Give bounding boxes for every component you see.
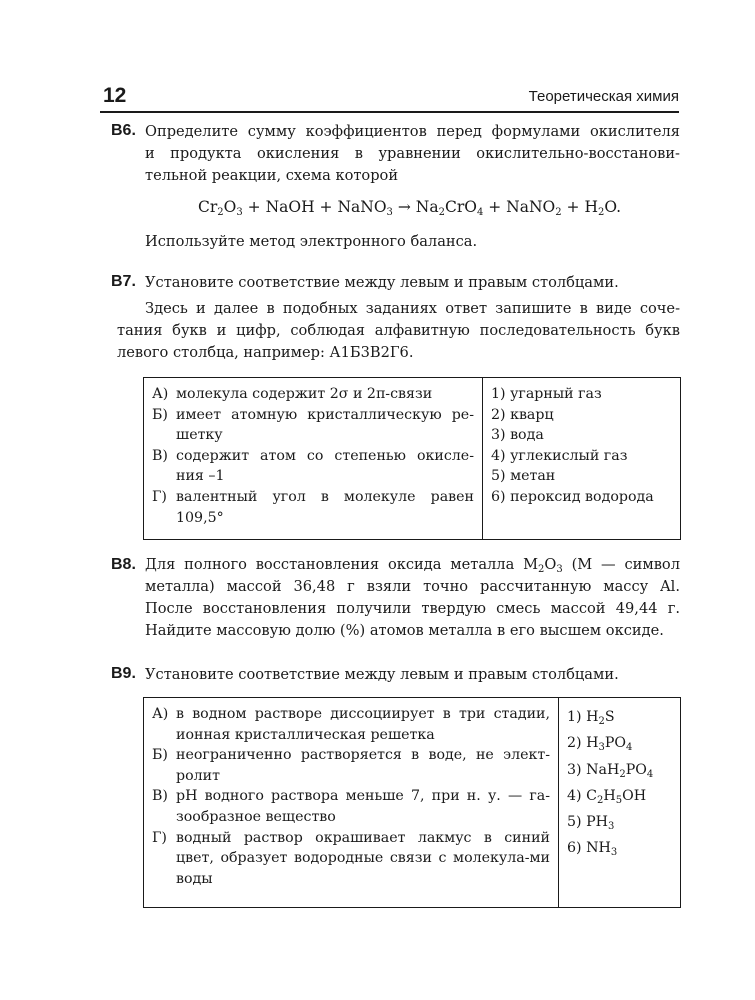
b9-left-item: Б) неограниченно растворяется в воде, не элект-ролит — [152, 747, 550, 784]
b7-right-item: 5) метан — [491, 468, 556, 485]
b9-left-item: В) pH водного раствора меньше 7, при н. у. — га-зообразное вещество — [152, 788, 550, 825]
b8-line: После восстановления получили твердую смесь массой 49,44 г. — [145, 600, 680, 617]
b6-line: Определите сумму коэффициентов перед формулами окислителя — [145, 123, 680, 140]
b7-right-item: 1) угарный газ — [491, 386, 602, 402]
b7-intro: Установите соответствие между левым и правым столбцами. — [145, 274, 619, 291]
b9-right-item: 6) $NH_3$ — [567, 840, 618, 859]
b8-line: Найдите массовую долю (%) атомов металла в его высшем оксиде. — [145, 622, 664, 639]
b7-left-item: В) содержит атом со степенью окисле-ния –1 — [152, 447, 474, 485]
task-b8-text — [145, 554, 680, 642]
task-b8-label: В8. — [111, 556, 136, 573]
b8-line: Для полного восстановления оксида металла $M_2O_3$ (M — символ — [145, 556, 680, 575]
b7-match-table — [143, 377, 681, 540]
b8-line: металла) массой 36,48 г взяли точно рассчитанную массу Al. — [145, 578, 680, 595]
task-b7-label: В7. — [111, 273, 136, 290]
b7-right-item: 3) вода — [491, 427, 544, 444]
b7-left-column — [144, 378, 483, 540]
header-rule — [100, 111, 679, 113]
b9-left-item: А) в водном растворе диссоциирует в три стадии, ионная кристаллическая решетка — [152, 706, 550, 743]
b9-right-item: 5) $PH_3$ — [567, 814, 615, 833]
b9-right-item: 1) $H_2S$ — [567, 709, 615, 727]
b9-right-item: 3) $NaH_2PO_4$ — [567, 761, 654, 780]
b7-left-item: А) молекула содержит 2σ и 2π-связи — [152, 386, 433, 402]
b7-left-item: Б) имеет атомную кристаллическую ре-шетку — [152, 406, 474, 444]
b9-intro: Установите соответствие между левым и правым столбцами. — [145, 666, 619, 683]
b7-right-column — [483, 378, 681, 540]
b9-right-column — [559, 698, 681, 908]
b7-note: Здесь и далее в подобных заданиях ответ запишите в виде соче- тания букв и цифр, соблюдая алфавитную последовательность букв левого столбца, например: А1Б3В2Г6. — [117, 300, 680, 361]
b7-left-item: Г) валентный угол в молекуле равен 109,5° — [152, 488, 474, 526]
b6-line: и продукта окисления в уравнении окислительно-восстанови- — [145, 145, 680, 162]
running-title: Теоретическая химия — [528, 88, 679, 105]
b9-match-table — [143, 697, 681, 908]
task-b6-label: В6. — [111, 122, 136, 139]
reaction-equation: $Cr_2O_3$ + NaOH + NaNO$_3$ → $Na_2CrO_4$ + NaNO$_2$ + $H_2O$. — [198, 198, 622, 218]
b9-right-item: 4) $C_2H_5OH$ — [567, 787, 647, 806]
task-b6-text — [145, 121, 680, 187]
b7-right-item: 6) пероксид водорода — [491, 488, 654, 505]
b9-left-item: Г) водный раствор окрашивает лакмус в синий цвет, образует водородные связи с молекула-ми воды — [152, 829, 550, 887]
b6-line: тельной реакции, схема которой — [145, 167, 399, 184]
task-b9-label: В9. — [111, 665, 136, 682]
b9-left-column — [144, 698, 559, 908]
b7-right-item: 4) углекислый газ — [491, 447, 628, 464]
b7-right-item: 2) кварц — [491, 406, 554, 423]
b9-right-item: 2) $H_3PO_4$ — [567, 735, 633, 754]
page-number: 12 — [103, 84, 127, 107]
b6-method: Используйте метод электронного баланса. — [145, 233, 478, 250]
